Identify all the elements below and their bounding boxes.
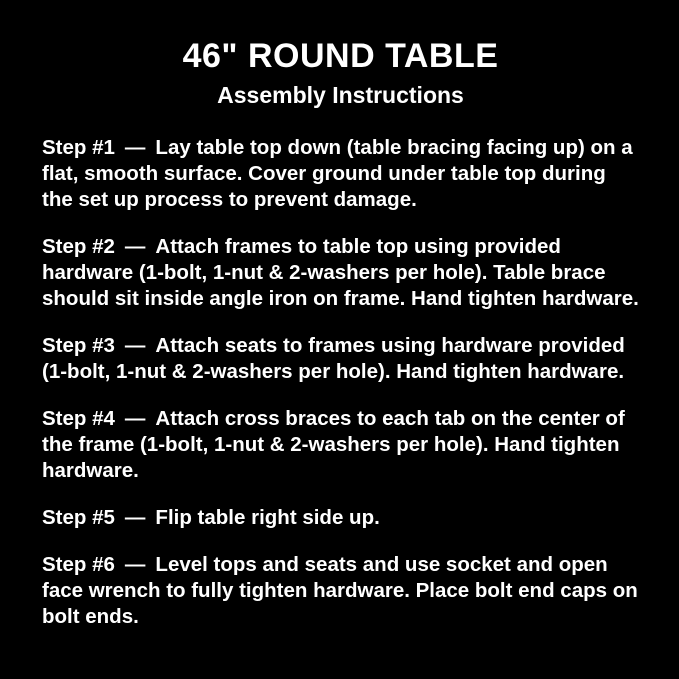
step-separator: —: [124, 406, 146, 430]
step-item-1: [42, 135, 639, 213]
step-item-6: [42, 552, 639, 630]
step-label: Step #6: [42, 552, 115, 576]
page-title: 46" ROUND TABLE: [182, 37, 499, 75]
step-label: Step #3: [42, 333, 115, 357]
step-label: Step #1: [42, 135, 115, 159]
step-text: Lay table top down (table bracing facing up) on a flat, smooth surface. Cover ground under table top during the set up process to prevent damage.: [42, 135, 633, 211]
step-label: Step #5: [42, 505, 115, 529]
step-item-5: [42, 505, 639, 531]
step-separator: —: [124, 333, 146, 357]
step-item-2: [42, 234, 639, 312]
step-label: Step #4: [42, 406, 115, 430]
step-text: Attach cross braces to each tab on the center of the frame (1-bolt, 1-nut & 2-washers per hole). Hand tighten hardware.: [42, 406, 625, 482]
step-separator: —: [124, 135, 146, 159]
steps-list: [42, 135, 639, 630]
step-separator: —: [124, 234, 146, 258]
step-text: Level tops and seats and use socket and open face wrench to fully tighten hardware. Place bolt end caps on bolt ends.: [42, 552, 638, 628]
step-label: Step #2: [42, 234, 115, 258]
page-subtitle: Assembly Instructions: [217, 82, 464, 109]
step-text: Flip table right side up.: [155, 505, 380, 529]
card-header: [42, 38, 639, 109]
step-text: Attach frames to table top using provided hardware (1-bolt, 1-nut & 2-washers per hole). Table brace should sit inside angle iron on frame. Hand tighten hardware.: [42, 234, 639, 310]
step-separator: —: [124, 505, 146, 529]
step-item-3: [42, 333, 639, 385]
step-text: Attach seats to frames using hardware provided (1-bolt, 1-nut & 2-washers per hole). Hand tighten hardware.: [42, 333, 625, 383]
step-item-4: [42, 406, 639, 484]
step-separator: —: [124, 552, 146, 576]
